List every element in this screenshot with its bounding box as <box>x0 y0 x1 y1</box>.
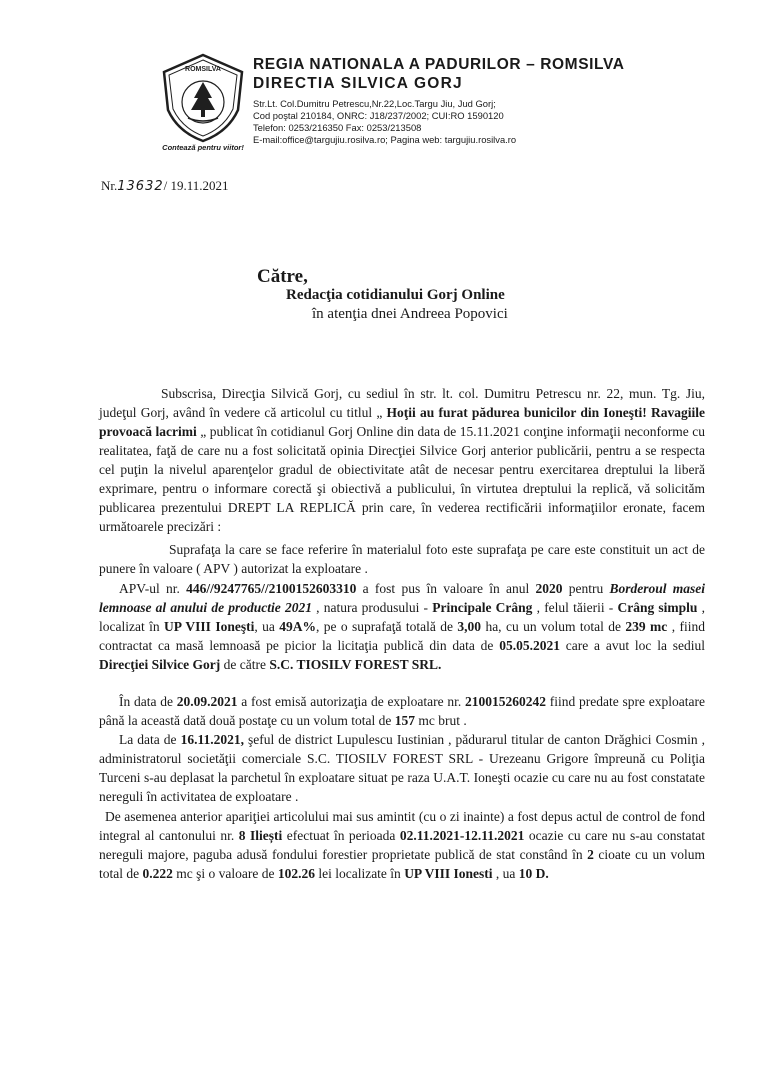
paragraph-apv: APV-ul nr. 446//9247765//2100152603310 a fost pus în valoare în anul 2020 pentru Borderoul masei lemnoase al anului de productie 2021 , natura produsului - Principale Crâng , felul tăierii - Crâng simplu , localizat în UP VIII Ioneşti, ua 49A%, pe o suprafaţă totală de 3,00 ha, cu un volum total de 239 mc , fiind contractat ca masă lemnoasă pe picior la licitaţia publică din data de 05.05.2021 care a avut loc la sediul Direcţiei Silvice Gorj de către S.C. TIOSILV FOREST SRL. <box>99 581 705 672</box>
org-division: DIRECTIA SILVICA GORJ <box>253 75 463 92</box>
paragraph-surface: Suprafaţa la care se face referire în materialul foto este suprafaţa pe care este constituit un act de punere în valoare ( APV ) autorizat la exploatare . <box>99 542 705 576</box>
org-registration: Cod poştal 210184, ONRC: J18/237/2002; CUI:RO 1590120 <box>253 110 504 121</box>
logo-top-text: ROMSILVA <box>185 66 221 73</box>
paragraph-inspection: La data de 16.11.2021, şeful de district Lupulescu Iustinian , pădurarul titular de canton Drăghici Cosmin , administratorul societăţii comerciale S.C. TIOSILV FOREST SRL - Urezeanu Grigore împreună cu Poliţia Turceni s-au deplasat la parchetul în exploatare situat pe raza U.A.T. Ioneşti ocazie cu care nu au fost constatate nereguli în activitatea de exploatare . <box>99 732 705 804</box>
org-contact: E-mail:office@targujiu.rosilva.ro; Pagina web: targujiu.rosilva.ro <box>253 134 517 145</box>
registration-prefix: Nr. <box>101 178 118 193</box>
org-name: REGIA NATIONALA A PADURILOR – ROMSILVA <box>253 56 625 73</box>
org-address: Str.Lt. Col.Dumitru Petrescu,Nr.22,Loc.Targu Jiu, Jud Gorj; <box>253 98 496 109</box>
registration-date: / 19.11.2021 <box>163 178 229 193</box>
org-phone: Telefon: 0253/216350 Fax: 0253/213508 <box>253 122 422 133</box>
registration-number <box>101 178 229 194</box>
paragraph-authorization: În data de 20.09.2021 a fost emisă autorizaţia de exploatare nr. 210015260242 fiind predate spre exploatare până la această dată două postaţe cu un volum total de 157 mc brut . <box>99 694 705 728</box>
handwritten-number: 13632 <box>117 179 164 194</box>
recipient-attention: în atenţia dnei Andreea Popovici <box>312 306 508 322</box>
paragraph-intro: Subscrisa, Direcţia Silvică Gorj, cu sediul în str. lt. col. Dumitru Petrescu nr. 22, mun. Tg. Jiu, judeţul Gorj, având în vedere că articolul cu titlul „ Hoţii au furat pădurea bunicilor din Ioneşti! Ravagiile provoacă lacrimi „ publicat în cotidianul Gorj Online din data de 15.11.2021 conţine informaţii neconforme cu realitatea, faţă de care nu a fost solicitată opinia Direcţiei Silvice Gorj anterior publicării, pentru a se respecta cel puţin la nivelul aparenţelor gradul de obiectivitate atât de necesar pentru exercitarea dreptului la liberă exprimare, pentru o informare corectă şi obiectivă a publicului, în virtutea dreptului la replică, vă solicităm publicarea prezentului DREPT LA REPLICĂ prin care, în vederea rectificării informaţiilor eronate, facem următoarele precizări : <box>99 386 705 534</box>
logo-tagline: Contează pentru viitor! <box>162 143 244 152</box>
romsilva-logo <box>158 52 248 144</box>
recipient-title: Către, <box>257 266 308 287</box>
recipient-name: Redacţia cotidianului Gorj Online <box>286 287 505 303</box>
paragraph-control: De asemenea anterior apariţiei articolului mai sus amintit (cu o zi inainte) a fost depus actul de control de fond integral al cantonului nr. 8 Iliești efectuat în perioada 02.11.2021-12.11.2021 ocazie cu care nu s-au constatat nereguli majore, paguba adusă fondului forestier proprietate publică de stat constând în 2 cioate cu un volum total de 0.222 mc şi o valoare de 102.26 lei localizate în UP VIII Ionesti , ua 10 D. <box>99 809 705 881</box>
